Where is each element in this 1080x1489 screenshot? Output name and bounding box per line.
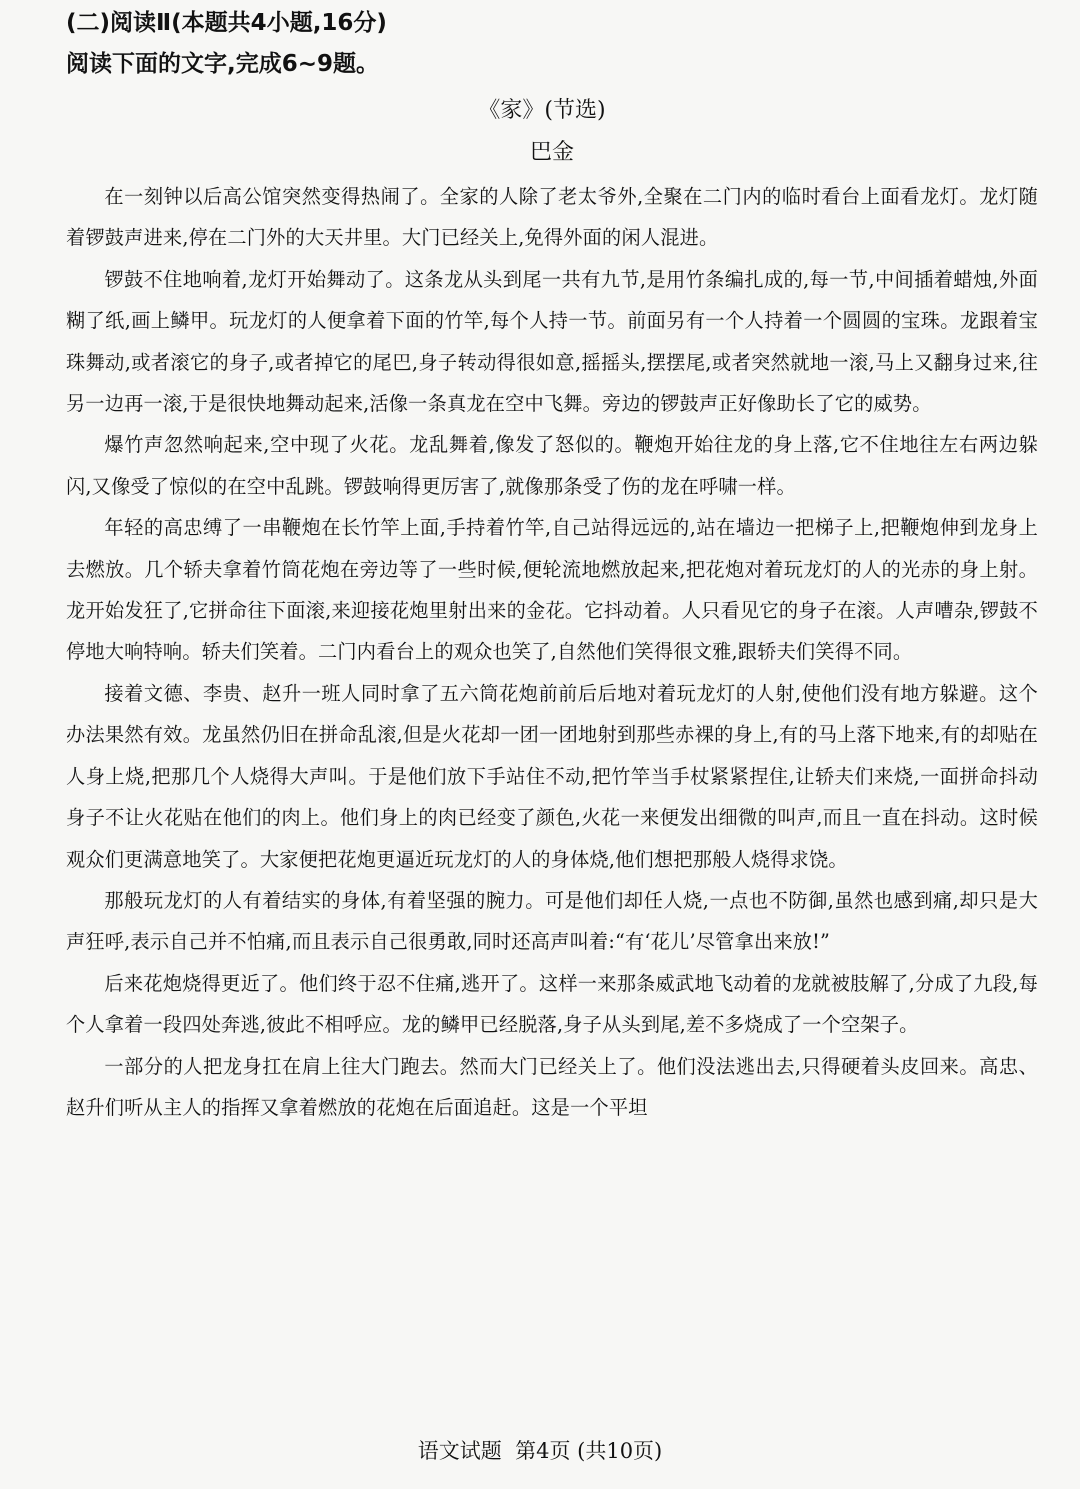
instruction: 阅读下面的文字,完成6~9题。 <box>66 51 380 77</box>
passage-title: 《家》(节选) <box>478 98 606 123</box>
paragraph: 一部分的人把龙身扛在肩上往大门跑去。然而大门已经关上了。他们没法逃出去,只得硬着头皮回来。高忠、赵升们听从主人的指挥又拿着燃放的花炮在后面追赶。这是一个平坦 <box>66 1054 1038 1119</box>
paragraph: 后来花炮烧得更近了。他们终于忍不住痛,逃开了。这样一来那条威武地飞动着的龙就被肢解了,分成了九段,每个人拿着一段四处奔逃,彼此不相呼应。龙的鳞甲已经脱落,身子从头到尾,差不多烧成了一个空架子。 <box>66 971 1038 1037</box>
section-header: (二)阅读Ⅱ(本题共4小题,16分) <box>66 10 387 36</box>
paragraph: 锣鼓不住地响着,龙灯开始舞动了。这条龙从头到尾一共有九节,是用竹条编扎成的,每一节,中间插着蜡烛,外面糊了纸,画上鳞甲。玩龙灯的人便拿着下面的竹竿,每个人持一节。前面另有一个人持着一个圆圆的宝珠。龙跟着宝珠舞动,或者滚它的身子,或者掉它的尾巴,身子转动得很如意,摇摇头,摆摆尾,或者突然就地一滚,马上又翻身过来,往另一边再一滚,于是很快地舞动起来,活像一条真龙在空中飞舞。旁边的锣鼓声正好像助长了它的威势。 <box>66 267 1038 416</box>
paragraph: 那般玩龙灯的人有着结实的身体,有着坚强的腕力。可是他们却任人烧,一点也不防御,虽然也感到痛,却只是大声狂呼,表示自己并不怕痛,而且表示自己很勇敢,同时还高声叫着:“有‘花儿’尽管拿出来放!” <box>66 888 1038 954</box>
page-footer: 语文试题 第4页 (共10页) <box>417 1439 663 1463</box>
paragraph: 接着文德、李贵、赵升一班人同时拿了五六筒花炮前前后后地对着玩龙灯的人射,使他们没有地方躲避。这个办法果然有效。龙虽然仍旧在拼命乱滚,但是火花却一团一团地射到那些赤裸的身上,有的马上落下地来,有的却贴在人身上烧,把那几个人烧得大声叫。于是他们放下手站住不动,把竹竿当手杖紧紧捏住,让轿夫们来烧,一面拼命抖动身子不让火花贴在他们的肉上。他们身上的肉已经变了颜色,火花一来便发出细微的叫声,而且一直在抖动。这时候观众们更满意地笑了。大家便把花炮更逼近玩龙灯的人的身体烧,他们想把那般人烧得求饶。 <box>66 681 1038 871</box>
passage-body <box>66 176 1038 1128</box>
passage-author: 巴金 <box>529 140 574 165</box>
paragraph: 爆竹声忽然响起来,空中现了火花。龙乱舞着,像发了怒似的。鞭炮开始往龙的身上落,它不住地往左右两边躲闪,又像受了惊似的在空中乱跳。锣鼓响得更厉害了,就像那条受了伤的龙在呼啸一样。 <box>66 433 1038 498</box>
paragraph: 年轻的高忠缚了一串鞭炮在长竹竿上面,手持着竹竿,自己站得远远的,站在墙边一把梯子上,把鞭炮伸到龙身上去燃放。几个轿夫拿着竹筒花炮在旁边等了一些时候,便轮流地燃放起来,把花炮对着玩龙灯的人的光赤的身上射。龙开始发狂了,它拼命往下面滚,来迎接花炮里射出来的金花。它抖动着。人只看见它的身子在滚。人声嘈杂,锣鼓不停地大响特响。轿夫们笑着。二门内看台上的观众也笑了,自然他们笑得很文雅,跟轿夫们笑得不同。 <box>66 516 1038 664</box>
paragraph: 在一刻钟以后高公馆突然变得热闹了。全家的人除了老太爷外,全聚在二门内的临时看台上面看龙灯。龙灯随着锣鼓声进来,停在二门外的大天井里。大门已经关上,免得外面的闲人混进。 <box>66 185 1038 250</box>
